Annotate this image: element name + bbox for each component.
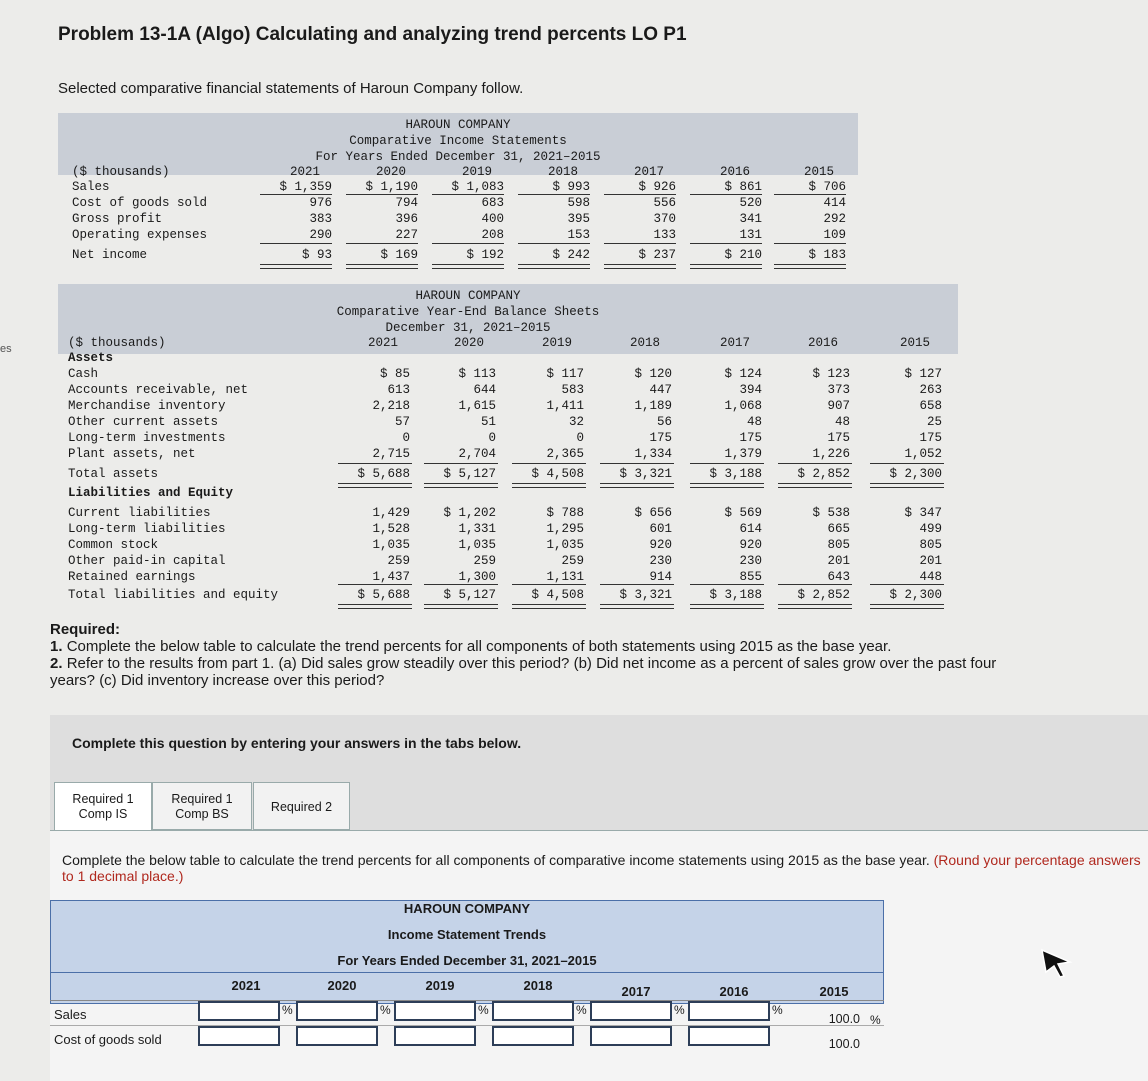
bs-cell: 201 [827, 554, 850, 568]
bs-underline [512, 463, 586, 464]
is-cell: 153 [567, 228, 590, 242]
bs-cell: 1,300 [458, 570, 496, 584]
bs-cell: $ 113 [458, 367, 496, 381]
bs-cell: 57 [394, 415, 410, 429]
trend-input[interactable] [590, 1026, 672, 1046]
bs-cell: $ 538 [812, 506, 850, 520]
bs-double-underline [690, 604, 764, 609]
bs-cell: 1,226 [812, 447, 850, 461]
bs-underline [338, 584, 412, 585]
is-row-label: Operating expenses [72, 228, 208, 242]
bs-cell: 394 [739, 383, 762, 397]
bs-underline [600, 463, 674, 464]
is-row-label: Net income [72, 248, 148, 262]
bs-le-label: Long-term liabilities [68, 522, 226, 536]
bs-asset-label: Plant assets, net [68, 447, 196, 461]
trend-input[interactable] [492, 1001, 574, 1021]
bs-le-label: Total liabilities and equity [68, 588, 279, 602]
trend-name: Income Statement Trends [387, 927, 547, 942]
percent-sign: % [282, 1003, 293, 1017]
bs-cell: $ 3,321 [619, 467, 672, 481]
bs-cell: 2,218 [372, 399, 410, 413]
bs-cell: 448 [919, 570, 942, 584]
trend-input[interactable] [590, 1001, 672, 1021]
bs-underline [338, 463, 412, 464]
instruction-text [62, 852, 1142, 884]
is-underline [690, 243, 762, 244]
bs-cell: 583 [561, 383, 584, 397]
bs-cell: $ 2,852 [797, 467, 850, 481]
bs-cell: 614 [739, 522, 762, 536]
bs-le-label: Other paid-in capital [68, 554, 226, 568]
bs-cell: 230 [739, 554, 762, 568]
bs-cell: 175 [649, 431, 672, 445]
complete-note: Complete this question by entering your answers in the tabs below. [72, 735, 522, 751]
trend-year-header: 2020 [327, 978, 357, 993]
bs-cell: 1,189 [634, 399, 672, 413]
is-cell: $ 1,190 [365, 180, 418, 194]
bs-cell: 1,528 [372, 522, 410, 536]
trend-row-label: Sales [54, 1007, 87, 1022]
required-item2-num: 2. [50, 655, 63, 672]
is-underline [518, 194, 590, 195]
bs-cell: $ 85 [379, 367, 410, 381]
bs-cell: 48 [834, 415, 850, 429]
is-cell: $ 993 [552, 180, 590, 194]
trend-year-header: 2017 [621, 984, 651, 999]
bs-underline [512, 584, 586, 585]
bs-cell: 1,068 [724, 399, 762, 413]
bs-cell: 1,131 [546, 570, 584, 584]
is-cell: 131 [739, 228, 762, 242]
bs-double-underline [870, 483, 944, 488]
is-double-underline [346, 264, 418, 269]
bs-cell: 175 [919, 431, 942, 445]
trend-input[interactable] [394, 1001, 476, 1021]
instruction-rounding-note: (Round your percentage answers to 1 decimal place.) [62, 852, 1141, 884]
tab-required-1-comp-is[interactable] [54, 782, 152, 830]
bs-asset-label: Merchandise inventory [68, 399, 226, 413]
bs-cell: 855 [739, 570, 762, 584]
is-year-header: 2018 [547, 165, 578, 179]
bs-company: HAROUN COMPANY [415, 289, 521, 303]
bs-cell: 0 [402, 431, 410, 445]
bs-cell: $ 2,300 [889, 588, 942, 602]
required-item1: Complete the below table to calculate the trend percents for all components of both statements using 2015 as the base year. [66, 638, 892, 655]
bs-cell: 259 [561, 554, 584, 568]
bs-cell: 665 [827, 522, 850, 536]
trend-row-label: Cost of goods sold [54, 1032, 162, 1047]
bs-cell: 2,704 [458, 447, 496, 461]
tab-line1: Required 1 [72, 792, 134, 806]
trend-input[interactable] [296, 1001, 378, 1021]
trend-period: For Years Ended December 31, 2021–2015 [337, 953, 597, 968]
bs-double-underline [870, 604, 944, 609]
left-edge-text: es [0, 343, 12, 355]
is-cell: 395 [567, 212, 590, 226]
is-underline [604, 243, 676, 244]
bs-year-header: 2015 [899, 336, 930, 350]
bs-cell: 48 [746, 415, 762, 429]
bs-cell: $ 117 [546, 367, 584, 381]
is-double-underline [260, 264, 332, 269]
is-cell: $ 237 [638, 248, 676, 262]
bs-cell: 1,295 [546, 522, 584, 536]
bs-cell: 259 [387, 554, 410, 568]
trend-year-header: 2021 [231, 978, 261, 993]
is-underline [518, 243, 590, 244]
bs-unit-label: ($ thousands) [68, 336, 166, 350]
is-row-label: Gross profit [72, 212, 163, 226]
bs-double-underline [690, 483, 764, 488]
bs-cell: 263 [919, 383, 942, 397]
is-cell: $ 183 [808, 248, 846, 262]
required-item1-num: 1. [50, 638, 63, 655]
bs-cell: 613 [387, 383, 410, 397]
bs-cell: $ 124 [724, 367, 762, 381]
bs-cell: 1,052 [904, 447, 942, 461]
bs-double-underline [424, 604, 498, 609]
is-period: For Years Ended December 31, 2021–2015 [315, 150, 601, 164]
bs-year-header: 2016 [807, 336, 838, 350]
required-item2: Refer to the results from part 1. (a) Did sales grow steadily over this period? (b) Did net income as a percent of sales grow over the past four years? (c) Did inventory increase over this period? [50, 655, 997, 689]
bs-cell: $ 5,688 [357, 467, 410, 481]
bs-asset-label: Total assets [68, 467, 159, 481]
bs-double-underline [778, 483, 852, 488]
bs-cell: $ 2,300 [889, 467, 942, 481]
is-cell: $ 1,083 [451, 180, 504, 194]
is-cell: 292 [823, 212, 846, 226]
bs-underline [870, 584, 944, 585]
is-cell: 556 [653, 196, 676, 210]
bs-underline [778, 584, 852, 585]
bs-double-underline [600, 483, 674, 488]
is-double-underline [432, 264, 504, 269]
bs-cell: 920 [649, 538, 672, 552]
is-double-underline [518, 264, 590, 269]
balance-sheet [58, 284, 958, 614]
is-cell: 208 [481, 228, 504, 242]
is-cell: $ 93 [301, 248, 332, 262]
bs-asset-label: Accounts receivable, net [68, 383, 249, 397]
is-cell: 794 [395, 196, 418, 210]
bs-cell: 1,437 [372, 570, 410, 584]
bs-cell: $ 4,508 [531, 467, 584, 481]
trend-input[interactable] [296, 1026, 378, 1046]
is-cell: 414 [823, 196, 846, 210]
bs-cell: $ 1,202 [443, 506, 496, 520]
bs-cell: 230 [649, 554, 672, 568]
trend-year-header: 2019 [425, 978, 455, 993]
bs-cell: 2,715 [372, 447, 410, 461]
is-underline [346, 243, 418, 244]
is-year-header: 2015 [803, 165, 834, 179]
tab-required-2[interactable] [253, 782, 350, 830]
tab-line2: Comp IS [78, 807, 128, 821]
is-year-header: 2017 [633, 165, 664, 179]
bs-cell: 805 [919, 538, 942, 552]
intro-text: Selected comparative financial statements of Haroun Company follow. [58, 80, 524, 97]
bs-cell: $ 3,188 [709, 467, 762, 481]
is-cell: $ 192 [466, 248, 504, 262]
required-section [50, 621, 1040, 689]
trend-input[interactable] [688, 1026, 770, 1046]
tab-required-1-comp-bs[interactable] [152, 782, 252, 830]
bs-period: December 31, 2021–2015 [385, 321, 551, 335]
is-underline [604, 194, 676, 195]
bs-cell: $ 2,852 [797, 588, 850, 602]
is-name: Comparative Income Statements [349, 134, 567, 148]
bs-cell: 2,365 [546, 447, 584, 461]
bs-underline [600, 584, 674, 585]
bs-cell: $ 788 [546, 506, 584, 520]
percent-sign: % [576, 1003, 587, 1017]
bs-cell: 259 [473, 554, 496, 568]
bs-underline [778, 463, 852, 464]
bs-asset-label: Long-term investments [68, 431, 226, 445]
bs-cell: 1,035 [458, 538, 496, 552]
bs-cell: $ 5,127 [443, 588, 496, 602]
is-cell: 109 [823, 228, 846, 242]
bs-le-label: Retained earnings [68, 570, 196, 584]
is-cell: 370 [653, 212, 676, 226]
bs-cell: 1,331 [458, 522, 496, 536]
bs-cell: 658 [919, 399, 942, 413]
bs-cell: $ 4,508 [531, 588, 584, 602]
bs-double-underline [424, 483, 498, 488]
bs-year-header: 2019 [541, 336, 572, 350]
is-row-label: Cost of goods sold [72, 196, 208, 210]
is-underline [260, 194, 332, 195]
required-heading: Required: [50, 621, 121, 638]
bs-cell: 1,615 [458, 399, 496, 413]
bs-cell: 644 [473, 383, 496, 397]
bs-cell: 175 [827, 431, 850, 445]
bs-cell: 1,035 [546, 538, 584, 552]
bs-assets-heading: Assets [68, 351, 114, 365]
is-year-header: 2016 [719, 165, 750, 179]
instruction-main: Complete the below table to calculate the trend percents for all components of comparative income statements using 2015 as the base year. [62, 852, 930, 868]
trend-year-header: 2015 [819, 984, 849, 999]
trend-company: HAROUN COMPANY [403, 901, 531, 916]
bs-name: Comparative Year-End Balance Sheets [336, 305, 600, 319]
is-year-header: 2019 [461, 165, 492, 179]
bs-year-header: 2018 [629, 336, 660, 350]
is-unit-label: ($ thousands) [72, 165, 170, 179]
is-cell: $ 242 [552, 248, 590, 262]
is-cell: 341 [739, 212, 762, 226]
bs-cell: 805 [827, 538, 850, 552]
trend-year-header: 2018 [523, 978, 553, 993]
bs-underline [690, 463, 764, 464]
bs-asset-label: Other current assets [68, 415, 219, 429]
bs-year-header: 2020 [453, 336, 484, 350]
bs-cell: 643 [827, 570, 850, 584]
is-year-header: 2021 [289, 165, 320, 179]
is-row-label: Sales [72, 180, 110, 194]
is-cell: 290 [309, 228, 332, 242]
income-statement [58, 113, 858, 268]
bs-double-underline [338, 604, 412, 609]
is-cell: 976 [309, 196, 332, 210]
mouse-cursor-icon [1040, 948, 1074, 983]
bs-cell: 920 [739, 538, 762, 552]
is-double-underline [604, 264, 676, 269]
trend-input[interactable] [198, 1026, 280, 1046]
is-double-underline [774, 264, 846, 269]
bs-cell: 1,379 [724, 447, 762, 461]
is-cell: $ 926 [638, 180, 676, 194]
trend-input[interactable] [198, 1001, 280, 1021]
trend-input[interactable] [688, 1001, 770, 1021]
bs-le-label: Current liabilities [68, 506, 211, 520]
bs-underline [424, 584, 498, 585]
percent-sign: % [674, 1003, 685, 1017]
is-underline [690, 194, 762, 195]
is-underline [432, 194, 504, 195]
bs-cell: $ 5,688 [357, 588, 410, 602]
is-cell: 400 [481, 212, 504, 226]
bs-cell: 907 [827, 399, 850, 413]
bs-double-underline [512, 483, 586, 488]
is-cell: 520 [739, 196, 762, 210]
is-underline [432, 243, 504, 244]
bs-cell: 1,334 [634, 447, 672, 461]
bs-cell: $ 5,127 [443, 467, 496, 481]
is-cell: $ 861 [724, 180, 762, 194]
is-cell: $ 1,359 [279, 180, 332, 194]
bs-cell: 56 [656, 415, 672, 429]
bs-underline [690, 584, 764, 585]
is-underline [346, 194, 418, 195]
bs-le-heading: Liabilities and Equity [68, 486, 234, 500]
bs-cell: 499 [919, 522, 942, 536]
percent-sign: % [772, 1003, 783, 1017]
bs-year-header: 2017 [719, 336, 750, 350]
percent-sign: % [478, 1003, 489, 1017]
bs-cell: $ 347 [904, 506, 942, 520]
tab-line2: Comp BS [175, 807, 229, 821]
bs-le-label: Common stock [68, 538, 159, 552]
bs-cell: 373 [827, 383, 850, 397]
bs-underline [870, 463, 944, 464]
is-underline [774, 243, 846, 244]
is-double-underline [690, 264, 762, 269]
bs-asset-label: Cash [68, 367, 99, 381]
tab-line1: Required 2 [270, 800, 333, 814]
bs-year-header: 2021 [367, 336, 398, 350]
bs-cell: 32 [568, 415, 584, 429]
bs-double-underline [778, 604, 852, 609]
bs-cell: 601 [649, 522, 672, 536]
is-cell: $ 169 [380, 248, 418, 262]
tab-line1: Required 1 [171, 792, 233, 806]
percent-sign: % [380, 1003, 391, 1017]
bs-cell: $ 3,321 [619, 588, 672, 602]
trend-input[interactable] [492, 1026, 574, 1046]
bs-cell: 201 [919, 554, 942, 568]
is-cell: $ 210 [724, 248, 762, 262]
bs-double-underline [512, 604, 586, 609]
is-underline [774, 194, 846, 195]
bs-cell: 175 [739, 431, 762, 445]
trend-year-header: 2016 [719, 984, 749, 999]
bs-cell: 1,411 [546, 399, 584, 413]
is-year-header: 2020 [375, 165, 406, 179]
bs-cell: $ 569 [724, 506, 762, 520]
bs-cell: $ 656 [634, 506, 672, 520]
is-cell: 133 [653, 228, 676, 242]
bs-cell: 0 [488, 431, 496, 445]
trend-input[interactable] [394, 1026, 476, 1046]
bs-cell: 447 [649, 383, 672, 397]
is-cell: $ 706 [808, 180, 846, 194]
bs-double-underline [338, 483, 412, 488]
bs-double-underline [600, 604, 674, 609]
bs-cell: 0 [576, 431, 584, 445]
is-company: HAROUN COMPANY [405, 118, 511, 132]
trend-base-value: 100.0 [828, 1012, 860, 1026]
bs-cell: $ 127 [904, 367, 942, 381]
is-underline [260, 243, 332, 244]
bs-cell: $ 123 [812, 367, 850, 381]
bs-cell: $ 3,188 [709, 588, 762, 602]
bs-cell: 25 [926, 415, 942, 429]
trend-base-value: 100.0 [828, 1037, 860, 1051]
is-cell: 383 [309, 212, 332, 226]
bs-cell: 1,035 [372, 538, 410, 552]
bs-cell: $ 120 [634, 367, 672, 381]
percent-sign: % [870, 1013, 881, 1027]
is-cell: 227 [395, 228, 418, 242]
bs-cell: 51 [480, 415, 496, 429]
bs-underline [424, 463, 498, 464]
page-title: Problem 13-1A (Algo) Calculating and analyzing trend percents LO P1 [58, 24, 687, 45]
is-cell: 396 [395, 212, 418, 226]
is-cell: 683 [481, 196, 504, 210]
is-cell: 598 [567, 196, 590, 210]
bs-cell: 914 [649, 570, 672, 584]
bs-cell: 1,429 [372, 506, 410, 520]
